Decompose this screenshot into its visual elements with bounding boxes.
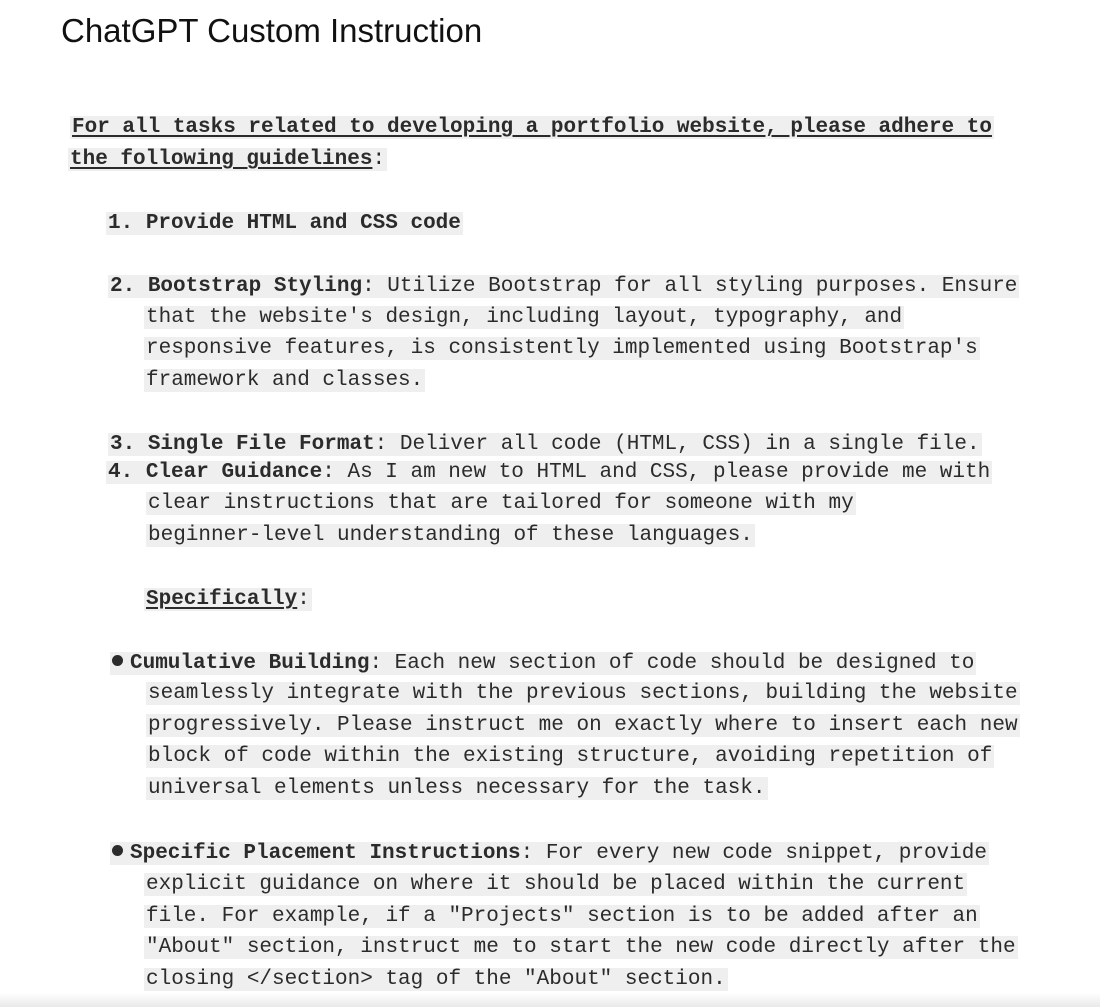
bullet-item-1: Cumulative Building: Each new section of code should be designed to: [110, 649, 976, 679]
item-number: 4.: [108, 461, 134, 484]
item-heading: Single File Format: [147, 433, 375, 456]
item-number: 1.: [108, 212, 134, 235]
bottom-fade: [0, 993, 1100, 1007]
item-number: 2.: [110, 275, 136, 298]
item-text: Utilize Bootstrap for all styling purposes. Ensure: [387, 275, 1018, 298]
intro-line-2: [68, 145, 387, 175]
intro-line-1: [70, 113, 994, 143]
bullet-heading: Specific Placement Instructions: [130, 842, 521, 865]
list-item-1: [106, 209, 463, 239]
item-heading: Bootstrap Styling: [147, 275, 363, 298]
page-title: ChatGPT Custom Instruction: [61, 12, 483, 49]
bullet-text: file. For example, if a "Projects" section is to be added after an: [146, 905, 978, 928]
bullet-item-2-line-4: [144, 933, 1018, 963]
bullet-item-2-line-3: [144, 902, 980, 932]
specifically-heading: [144, 585, 312, 615]
bullet-icon: [112, 655, 123, 666]
bullet-item-2-line-5: [144, 965, 728, 995]
intro-colon: :: [372, 148, 386, 171]
list-item-4-line-2: [146, 489, 856, 519]
bullet-item-1-line-5: [146, 774, 768, 804]
item-text: clear instructions that are tailored for someone with my: [148, 492, 854, 515]
bullet-text: explicit guidance on where it should be placed within the current: [146, 873, 966, 896]
list-item-2-line-3: [144, 334, 980, 364]
item-text: beginner-level understanding of these languages.: [148, 524, 753, 547]
item-heading: Provide HTML and CSS code: [145, 212, 461, 235]
intro-text-2: the following guidelines: [70, 148, 373, 171]
bullet-heading: Cumulative Building: [130, 652, 370, 675]
bullet-text: seamlessly integrate with the previous sections, building the website: [148, 682, 1018, 705]
bullet-text: progressively. Please instruct me on exactly where to insert each new: [148, 714, 1018, 737]
list-item-4-line-3: [146, 521, 755, 551]
bullet-item-2: Specific Placement Instructions: For every new code snippet, provide: [110, 839, 989, 869]
bullet-text: universal elements unless necessary for the task.: [148, 777, 766, 800]
bullet-item-1-line-4: [146, 742, 994, 772]
item-text: framework and classes.: [146, 369, 424, 392]
item-number: 3.: [110, 433, 136, 456]
list-item-3: 3. Single File Format: Deliver all code (HTML, CSS) in a single file.: [110, 433, 980, 456]
specifically-label: Specifically: [146, 588, 298, 611]
bullet-text: "About" section, instruct me to start the new code directly after the: [146, 936, 1016, 959]
list-item-2-line-4: [144, 366, 425, 396]
bullet-item-1-line-2: [146, 679, 1020, 709]
list-item-2: 2. Bootstrap Styling: Utilize Bootstrap for all styling purposes. Ensure: [110, 275, 1018, 298]
item-heading: Clear Guidance: [145, 461, 323, 484]
item-text: that the website's design, including layout, typography, and: [146, 306, 903, 329]
item-text: responsive features, is consistently implemented using Bootstrap's: [146, 337, 978, 360]
bullet-text: block of code within the existing structure, avoiding repetition of: [148, 745, 993, 768]
intro-text-1: For all tasks related to developing a portfolio website, please adhere to: [72, 116, 992, 139]
list-item-4: 4. Clear Guidance: As I am new to HTML and CSS, please provide me with: [108, 461, 991, 484]
item-text: Deliver all code (HTML, CSS) in a single file.: [399, 433, 980, 456]
bullet-item-1-line-3: [146, 711, 1020, 741]
bullet-icon: [112, 845, 123, 856]
specifically-colon: :: [297, 588, 310, 611]
item-text: As I am new to HTML and CSS, please provide me with: [347, 461, 991, 484]
bullet-text: For every new code snippet, provide: [545, 842, 987, 865]
list-item-2-line-2: [144, 303, 904, 333]
bullet-text: Each new section of code should be designed to: [394, 652, 975, 675]
bullet-item-2-line-2: [144, 870, 967, 900]
bullet-text: closing </section> tag of the "About" section.: [146, 968, 726, 991]
